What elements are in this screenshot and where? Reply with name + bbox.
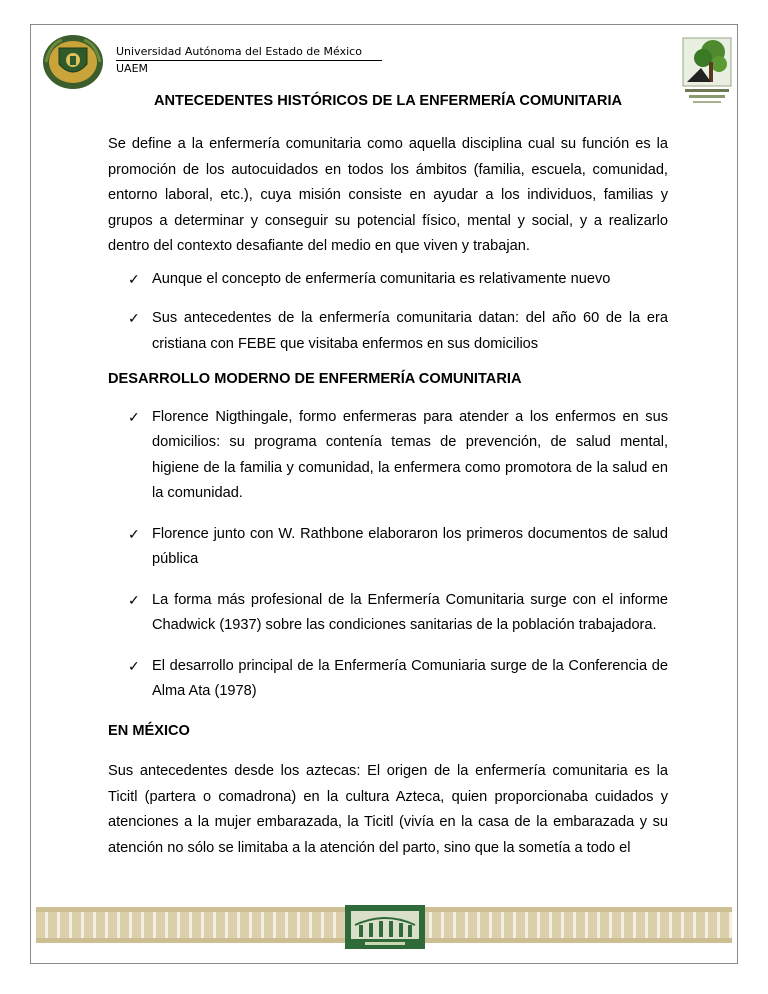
tree-emblem-logo-icon [681,36,733,106]
modern-bullet-list [108,405,668,705]
document-title: ANTECEDENTES HISTÓRICOS DE LA ENFERMERÍA COMUNITARIA [153,93,623,109]
modern-section-heading: DESARROLLO MODERNO DE ENFERMERÍA COMUNITARIA [108,371,522,387]
intro-bullet-list [108,267,668,358]
check-icon: ✓ [128,657,140,674]
uaem-shield-logo-icon [42,34,104,90]
check-icon: ✓ [128,310,140,326]
check-icon: ✓ [128,525,140,542]
list-item-text: Aunque el concepto de enfermería comunitaria es relativamente nuevo [152,270,611,287]
list-item [108,306,668,357]
list-item-text: Florence junto con W. Rathbone elaboraron los primeros documentos de salud pública [152,525,668,567]
list-item-text: El desarrollo principal de la Enfermería Comuniaria surge de la Conferencia de Alma Ata (1978) [152,657,668,699]
mexico-paragraph: Sus antecedentes desde los aztecas: El origen de la enfermería comunitaria es la Ticitl (partera o comadrona) en la cultura Azteca, quien proporcionaba cuidados y atenciones a la mujer embarazada, la Ticitl (vivía en la casa de la embarazada y su atención no sólo se limitaba a la atención del parto, sino que la sometía a todo el [108,763,668,856]
list-item [108,522,668,573]
mexico-section-heading: EN MÉXICO [108,722,190,739]
building-emblem-logo-icon [345,905,425,949]
list-item-text: La forma más profesional de la Enfermería Comunitaria surge con el informe Chadwick (1937) sobre las condiciones sanitarias de la población trabajadora. [152,591,668,633]
header-text-block [116,44,382,77]
list-item-text: Sus antecedentes de la enfermería comunitaria datan: del año 60 de la era cristiana con FEBE que visitaba enfermos en sus domicilios [152,310,668,352]
intro-paragraph: Se define a la enfermería comunitaria como aquella disciplina cual su función es la promoción de los autocuidados en todos los ámbitos (familia, escuela, comunidad, entorno laboral, etc.), cuya misión consiste en ayudar a los individuos, familias y grupos a determinar y conseguir su potencial físico, mental y social, y a realizarlo dentro del contexto desafiante del medio en que viven y trabajan. [108,136,668,254]
check-icon: ✓ [128,591,140,608]
institution-name: Universidad Autónoma del Estado de México [116,44,382,61]
document-body [108,132,668,861]
list-item-text: Florence Nigthingale, formo enfermeras para atender a los enfermos en sus domicilios: su programa contenía temas de prevención, de salud mental, higiene de la familia y comunidad, la enfermera como promotora de la salud en la comunidad. [152,408,668,501]
check-icon: ✓ [128,270,140,287]
list-item [108,588,668,639]
list-item [108,654,668,705]
institution-acronym: UAEM [116,62,149,75]
list-item [108,405,668,507]
list-item [108,267,668,293]
check-icon: ✓ [128,408,140,425]
